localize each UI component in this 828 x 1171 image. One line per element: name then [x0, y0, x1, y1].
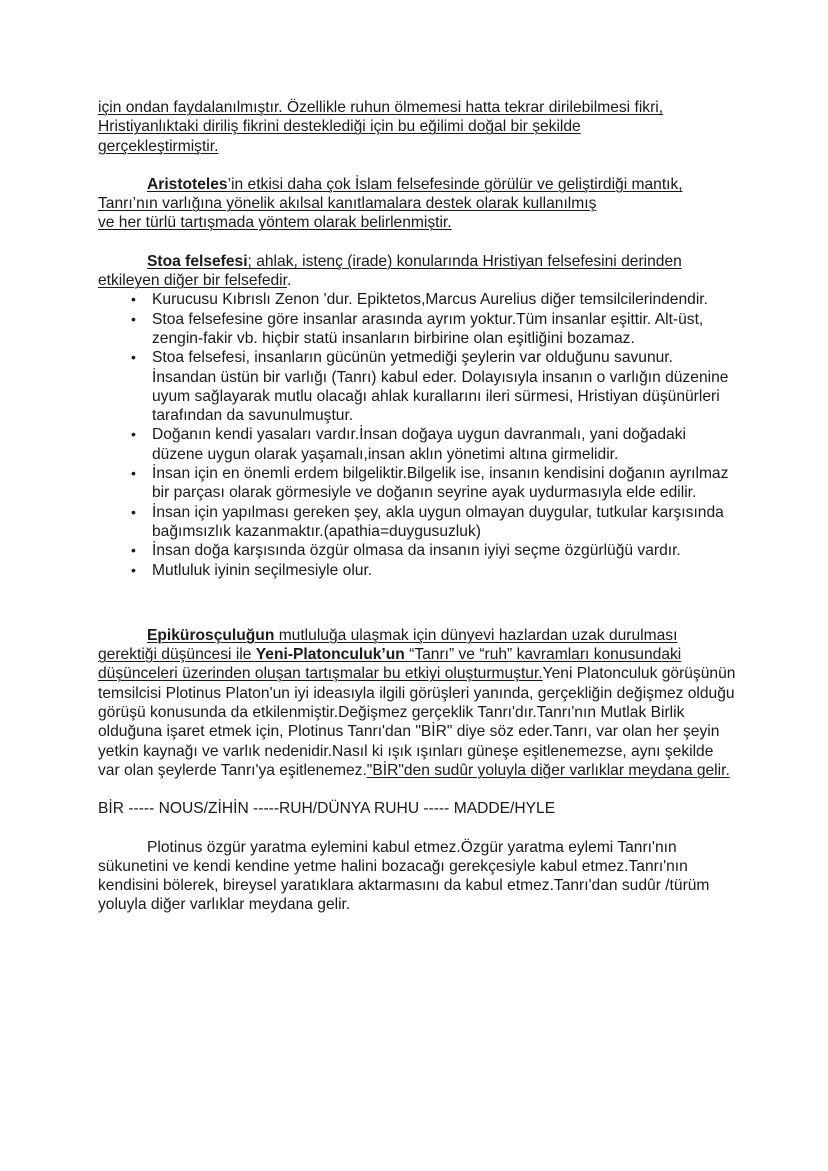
stoa-text-1: ; ahlak, istenç (irade) konularında Hristiyan felsefesini derinden: [247, 252, 682, 270]
aristoteles-text-2: Tanrı’nın varlığına yönelik akılsal kanıtlamalara destek olarak kullanılmış: [98, 195, 597, 213]
bullet-icon: •: [131, 542, 136, 559]
epikuros-paragraph: [98, 626, 738, 780]
stoa-text-2: etkileyen diğer bir felsefedir: [98, 272, 287, 290]
list-item-text: Doğanın kendi yasaları vardır.İnsan doğaya uygun davranmalı, yani doğadaki düzene uygun olarak yaşamalı,insan aklın yönetimi altına girmelidir.: [152, 426, 686, 463]
bullet-icon: •: [131, 291, 136, 308]
bullet-icon: •: [131, 561, 136, 578]
list-item-text: Mutluluk iyinin seçilmesiyle olur.: [152, 561, 373, 579]
aristoteles-paragraph: [98, 175, 738, 233]
bullet-icon: •: [131, 426, 136, 443]
epikuros-text-c: Yeni Platonculuk görüşünün temsilcisi Plotinus Platon'un iyi ideasıyla ilgili görüşleri yanında, gerçekliğin değişmez olduğu görüşü konusunda da etkilenmiştir.Değişmez gerçeklik Tanrı'dır.Tanrı'nın Mutlak Birlik olduğuna işaret etmek için, Plotinus Tanrı'dan "BİR" diye söz eder.Tanrı, var olan her şeyin yetkin kaynağı ve varlık nedenidir.Nasıl ki ışık ışınları güneşe eşitlenemezse, aynı şekilde var olan şeylerde Tanrı'ya eşitlenemez.: [98, 665, 736, 779]
list-item: [131, 310, 738, 349]
list-item: [131, 503, 738, 542]
intro-line-2: Hristiyanlıktaki diriliş fikrini desteklediği için bu eğilimi doğal bir şekilde: [98, 118, 581, 136]
list-item: [131, 541, 738, 560]
list-item-text: Kurucusu Kıbrıslı Zenon 'dur. Epiktetos,Marcus Aurelius diğer temsilcilerindendir.: [152, 291, 708, 309]
list-item: [131, 290, 738, 309]
plotinus-paragraph: Plotinus özgür yaratma eylemini kabul etmez.Özgür yaratma eylemi Tanrı'nın sükunetini ve kendi kendine yetme halini bozacağı gerekçesiyle kabul etmez.Tanrı'nın kendisini bölerek, bireysel yaratıklara aktarmasını da kabul etmez.Tanrı'dan sudûr /türüm yoluyla diğer varlıklar meydana gelir.: [98, 838, 710, 914]
emanation-chain: BİR ----- NOUS/ZİHİN -----RUH/DÜNYA RUHU ----- MADDE/HYLE: [98, 800, 556, 818]
intro-line-1: için ondan faydalanılmıştır. Özellikle ruhun ölmemesi hatta tekrar dirilebilmesi fikri,: [98, 99, 664, 116]
bullet-icon: •: [131, 310, 136, 327]
list-item-text: İnsan doğa karşısında özgür olmasa da insanın iyiyi seçme özgürlüğü vardır.: [152, 542, 681, 560]
list-item-text: Stoa felsefesine göre insanlar arasında ayrım yoktur.Tüm insanlar eşittir. Alt-üst, zengin-fakir vb. hiçbir statü insanların birbirine olan eşitliğini bozamaz.: [152, 310, 704, 347]
aristoteles-text-1: ’in etkisi daha çok İslam felsefesinde görülür ve geliştirdiği mantık,: [227, 175, 683, 193]
intro-line-3: gerçekleştirmiştir.: [98, 137, 219, 155]
stoa-text-tail: .: [286, 272, 292, 290]
aristoteles-text-3: ve her türlü tartışmada yöntem olarak belirlenmiştir.: [98, 214, 452, 232]
epikuros-term: Epikürosçuluğun: [147, 626, 275, 644]
list-item-text: İnsan için yapılması gereken şey, akla uygun olmayan duygular, tutkular karşısında bağımsızlık kazanmaktır.(apathia=duygusuzluk): [152, 503, 724, 540]
intro-paragraph: [98, 98, 738, 156]
stoa-bullet-list: [98, 290, 738, 579]
bullet-icon: •: [131, 503, 136, 520]
list-item-text: İnsan için en önemli erdem bilgeliktir.Bilgelik ise, insanın kendisini doğanın ayrılmaz bir parçası olarak görmesiyle ve doğanın seyrine ayak uydurmasıyla elde edilir.: [152, 465, 729, 502]
bullet-icon: •: [131, 349, 136, 366]
epikuros-text-b: “Tanrı” ve “ruh” kavramları konusundaki düşünceleri üzerinden oluşan tartışmalar bu etkiyi oluşturmuştur.: [98, 646, 682, 683]
document-page: [98, 98, 738, 915]
list-item: [131, 561, 738, 580]
aristoteles-term: Aristoteles: [147, 175, 228, 193]
list-item: [131, 464, 738, 503]
stoa-term: Stoa felsefesi: [147, 252, 248, 270]
list-item: [131, 348, 738, 425]
list-item-text: Stoa felsefesi, insanların gücünün yetmediği şeylerin var olduğunu savunur. İnsandan üstün bir varlığı (Tanrı) kabul eder. Dolayısıyla insanın o varlığın düzenine uyum sağlayarak mutlu olacağı ahlak kurallarını ileri sürmesi, Hristiyan düşünürleri tarafından da savunulmuştur.: [152, 349, 729, 425]
list-item: [131, 425, 738, 464]
bullet-icon: •: [131, 465, 136, 482]
epikuros-text-a: mutluluğa ulaşmak için dünyevi hazlardan uzak durulması gerektiği düşüncesi ile: [98, 626, 678, 664]
neoplatonism-term: Yeni-Platonculuk’un: [255, 646, 405, 664]
epikuros-text-d: "BİR"den sudûr yoluyla diğer varlıklar meydana gelir.: [366, 761, 730, 779]
stoa-paragraph: [98, 252, 738, 291]
